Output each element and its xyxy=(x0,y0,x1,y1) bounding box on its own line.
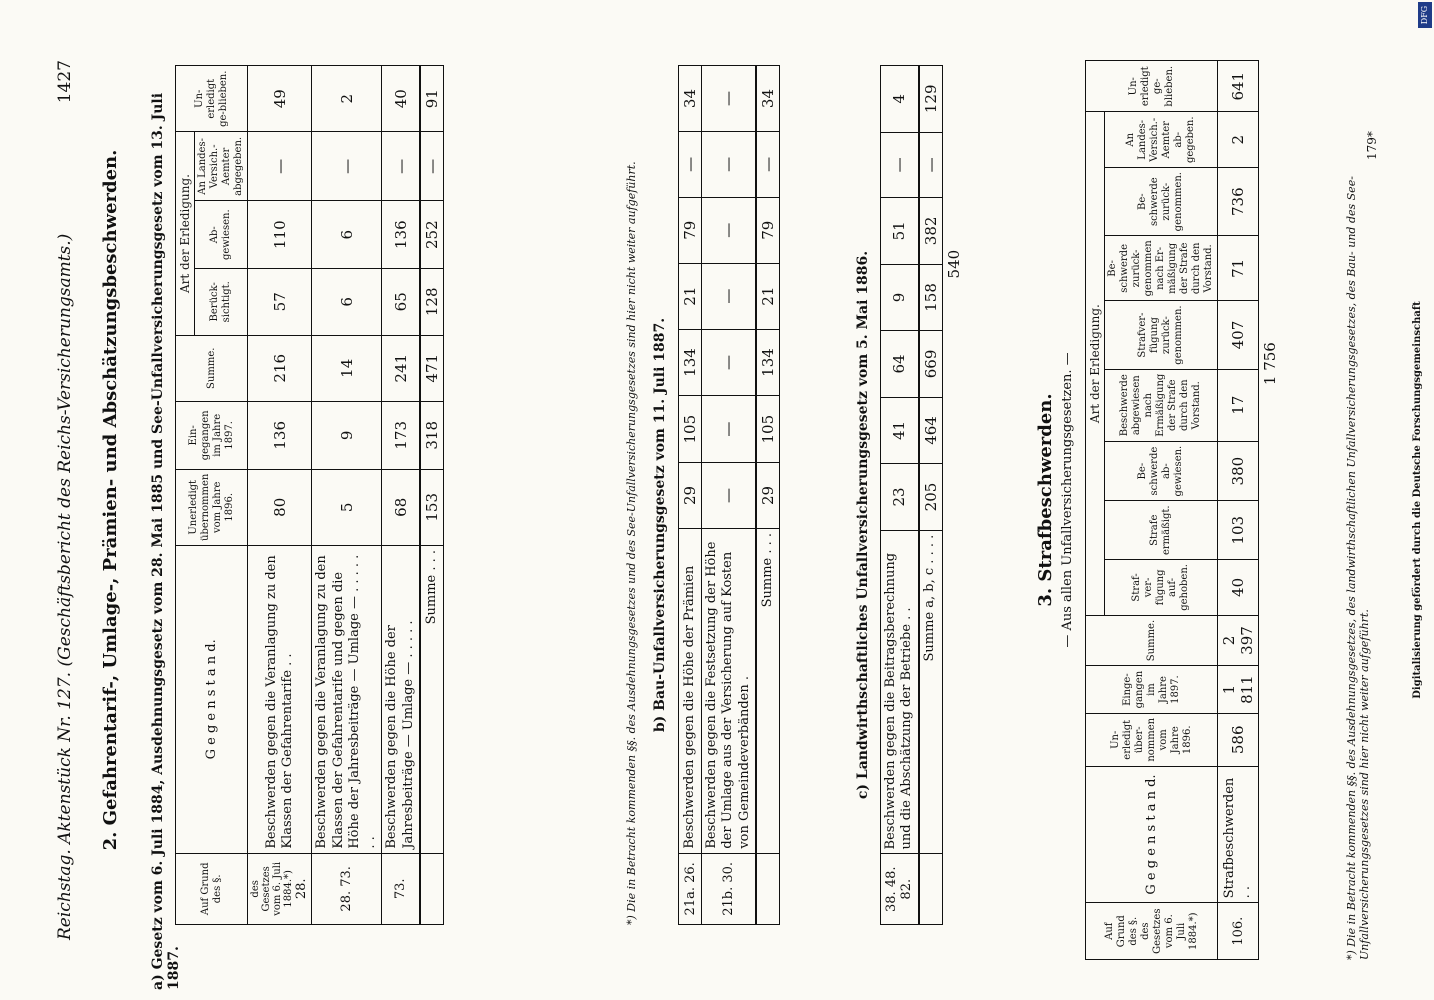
table-c xyxy=(880,65,965,925)
row-unsettled: 641 xyxy=(1218,61,1259,112)
row-sum: 64 xyxy=(881,331,919,398)
total-label: Summe . . . xyxy=(420,545,444,853)
table-row xyxy=(702,66,756,925)
row-para: 28. 73. xyxy=(312,853,382,924)
total-considered: 158 xyxy=(919,264,943,331)
total-label: Summe a, b, c . . . . xyxy=(919,530,943,854)
row-c1: 40 xyxy=(1218,560,1259,616)
row-carried: — xyxy=(702,463,756,529)
row-subject: Beschwerden gegen die Höhe der Prämien xyxy=(679,528,702,853)
row-received: 9 xyxy=(312,402,382,470)
total-rejected: 252 xyxy=(420,201,444,269)
row-subject: Beschwerden gegen die Beitragsberechnung und die Abschätzung der Betriebe . . xyxy=(881,530,919,854)
row-sum: 134 xyxy=(679,329,702,396)
row-para: 21a. 26. xyxy=(679,853,702,924)
row-rejected: 6 xyxy=(312,201,382,269)
total-unsettled: 34 xyxy=(756,66,780,132)
combined-row xyxy=(942,66,965,925)
col-c2: Strafe ermäßigt. xyxy=(1105,501,1218,560)
col-paragraph: Auf Grund des §. xyxy=(176,853,248,924)
col-considered: Berück-sichtigt. xyxy=(195,269,248,335)
total-sum: 471 xyxy=(420,335,444,401)
col-sum: Summe. xyxy=(1086,615,1218,666)
row-sum: — xyxy=(702,329,756,396)
digitization-note: Digitalisierung gefördert durch die Deutsche Forschungsgemeinschaft xyxy=(1412,301,1423,699)
table-row xyxy=(248,66,312,925)
col-carried: Un-erledigt über-nommen vom Jahre 1896. xyxy=(1086,713,1218,766)
col-paragraph: Auf Grund des §. des Gesetzes vom 6. Juli 1884.*) xyxy=(1086,903,1218,960)
total-received: 105 xyxy=(756,396,780,463)
col-rejected: Ab-gewiesen. xyxy=(195,201,248,269)
row-c2: 103 xyxy=(1218,501,1259,560)
row-sum: 14 xyxy=(312,335,382,401)
table-row xyxy=(679,66,702,925)
row-rejected: 51 xyxy=(881,198,919,265)
total-sum: 669 xyxy=(919,331,943,398)
law-note: des Gesetzes vom 6. Juli 1884.*) xyxy=(250,861,295,916)
row-carried: 80 xyxy=(248,469,312,545)
col-c5: Strafver-fügung zurück-genommen. xyxy=(1105,301,1218,369)
row-c8: 2 xyxy=(1218,112,1259,168)
row-to-offices: — xyxy=(248,132,312,201)
total-rejected: 79 xyxy=(756,197,780,263)
row-carried: 5 xyxy=(312,469,382,545)
row-sum: 216 xyxy=(248,335,312,401)
footnote-3: *) Die in Betracht kommenden §§. des Ausdehnungsgesetzes, des landwirthschaftlichen Unfallversicherungsgesetzes, des Bau- und des See-Unfallversicherungsgesetzes sind hier nicht weiter aufgeführt. xyxy=(1345,176,1371,960)
row-received: 1 811 xyxy=(1218,666,1259,714)
row-received: 41 xyxy=(881,397,919,464)
table-row xyxy=(881,66,919,925)
row-c7: 736 xyxy=(1218,168,1259,236)
row-unsettled: 34 xyxy=(679,66,702,132)
page-header xyxy=(50,60,80,940)
row-received: 105 xyxy=(679,396,702,463)
footnote-a: *) Die in Betracht kommenden §§. des Ausdehnungsgesetzes und des See-Unfallversicherungsgesetzes sind hier nicht weiter aufgeführt. xyxy=(625,161,638,925)
row-rejected: 136 xyxy=(382,201,420,269)
row-carried: 68 xyxy=(382,469,420,545)
dfg-logo: DFG xyxy=(1418,2,1432,28)
row-para: 106. xyxy=(1218,903,1259,960)
col-c8: An Landes-Versich.-Aemter ab-gegeben. xyxy=(1105,112,1218,168)
col-sum: Summe. xyxy=(176,335,248,401)
row-unsettled: 2 xyxy=(312,66,382,132)
total-considered: 128 xyxy=(420,269,444,335)
signature-mark: 179* xyxy=(1365,131,1379,160)
row-carried: 29 xyxy=(679,463,702,529)
row-c4: 17 xyxy=(1218,369,1259,441)
combined-row xyxy=(1259,61,1282,960)
total-row xyxy=(756,66,780,925)
page-number: 1427 xyxy=(55,60,75,104)
row-received: — xyxy=(702,396,756,463)
row-received: 136 xyxy=(248,402,312,470)
col-carried: Unerledigt übernommen vom Jahre 1896. xyxy=(176,469,248,545)
total-carried: 205 xyxy=(919,464,943,531)
row-to-offices: — xyxy=(382,132,420,201)
row-received: 173 xyxy=(382,402,420,470)
combined-total: 1 756 xyxy=(1259,112,1282,615)
total-sum: 134 xyxy=(756,329,780,396)
row-para: 73. xyxy=(382,853,420,924)
row-subject: Beschwerden gegen die Veranlagung zu den Klassen der Gefahrentarife und gegen die Höhe der Jahresbeiträge — Umlage — . . . . . . . xyxy=(312,545,382,853)
row-subject: Strafbeschwerden . . xyxy=(1218,766,1259,903)
total-carried: 29 xyxy=(756,463,780,529)
row-to-offices: — xyxy=(312,132,382,201)
row-c5: 407 xyxy=(1218,301,1259,369)
row-carried: 586 xyxy=(1218,713,1259,766)
total-row xyxy=(420,66,444,925)
row-unsettled: 49 xyxy=(248,66,312,132)
row-unsettled: — xyxy=(702,66,756,132)
subsection-c-heading: c) Landwirthschaftliches Unfallversicherungsgesetz vom 5. Mai 1886. xyxy=(855,250,871,800)
section-2-heading: 2. Gefahrentarif-, Umlage-, Prämien- und Abschätzungsbeschwerden. xyxy=(100,149,121,851)
row-carried: 23 xyxy=(881,464,919,531)
row-considered: — xyxy=(702,263,756,329)
row-to-offices: — xyxy=(702,132,756,198)
row-considered: 9 xyxy=(881,264,919,331)
row-considered: 6 xyxy=(312,269,382,335)
total-rejected: 382 xyxy=(919,198,943,265)
table-row xyxy=(382,66,420,925)
total-received: 318 xyxy=(420,402,444,470)
row-considered: 65 xyxy=(382,269,420,335)
row-rejected: 79 xyxy=(679,197,702,263)
header-title: Reichstag. Aktenstück Nr. 127. (Geschäftsbericht des Reichs-Versicherungsamts.) xyxy=(55,233,75,940)
total-row xyxy=(919,66,943,925)
table-b xyxy=(678,65,780,925)
total-carried: 153 xyxy=(420,469,444,545)
col-received: Ein-gegangen im Jahre 1897. xyxy=(176,402,248,470)
row-unsettled: 40 xyxy=(382,66,420,132)
row-subject: Beschwerden gegen die Höhe der Jahresbeiträge — Umlage — . . . . . xyxy=(382,545,420,853)
col-c1: Straf-ver-fügung auf-gehoben. xyxy=(1105,560,1218,616)
row-para: 21b. 30. xyxy=(702,853,756,924)
table-a xyxy=(175,65,444,925)
total-label: Summe . . . xyxy=(756,528,780,853)
total-to-offices: — xyxy=(420,132,444,201)
total-to-offices: — xyxy=(756,132,780,198)
total-considered: 21 xyxy=(756,263,780,329)
row-para: 28. xyxy=(294,878,310,900)
subsection-b-heading: b) Bau-Unfallversicherungsgesetz vom 11. Juli 1887. xyxy=(652,317,668,733)
col-received: Einge-gangen im Jahre 1897. xyxy=(1086,666,1218,714)
row-considered: 21 xyxy=(679,263,702,329)
col-c6: Be-schwerde zurück-genommen nach Er-mäßigung der Strafe durch den Vorstand. xyxy=(1105,236,1218,301)
row-to-offices: — xyxy=(679,132,702,198)
row-para: 38. 48. 82. xyxy=(881,854,919,925)
row-c3: 380 xyxy=(1218,441,1259,501)
subsection-a-heading: a) Gesetz vom 6. Juli 1884, Ausdehnungsgesetz vom 28. Mai 1885 und See-Unfallversicherungsgesetz vom 13. Juli 1887. xyxy=(150,92,182,990)
row-subject: Beschwerden gegen die Veranlagung zu den Klassen der Gefahrentarife . . xyxy=(248,545,312,853)
section-3-heading: 3. Strafbeschwerden. xyxy=(1035,393,1056,607)
col-subject: G e g e n s t a n d. xyxy=(176,545,248,853)
row-considered: 57 xyxy=(248,269,312,335)
total-unsettled: 129 xyxy=(919,66,943,133)
row-rejected: — xyxy=(702,197,756,263)
table-row xyxy=(312,66,382,925)
col-unsettled: Un-erledigt ge-blieben. xyxy=(176,66,248,132)
table-3 xyxy=(1085,60,1281,960)
row-sum: 2 397 xyxy=(1218,615,1259,666)
col-settlement: Art der Erledigung. xyxy=(176,132,195,335)
total-received: 464 xyxy=(919,397,943,464)
col-unsettled: Un-erledigt ge-blieben. xyxy=(1086,61,1218,112)
col-settlement: Art der Erledigung. xyxy=(1086,112,1105,615)
table-row xyxy=(1218,61,1259,960)
col-c4: Beschwerde abgewiesen nach Ermäßigung der Strafe durch den Vorstand. xyxy=(1105,369,1218,441)
total-unsettled: 91 xyxy=(420,66,444,132)
row-unsettled: 4 xyxy=(881,66,919,133)
row-to-offices: — xyxy=(881,132,919,197)
row-subject: Beschwerden gegen die Festsetzung der Höhe der Umlage aus der Versicherung auf Kosten von Gemeindeverbänden . xyxy=(702,528,756,853)
col-c3: Be-schwerde ab-gewiesen. xyxy=(1105,441,1218,501)
row-rejected: 110 xyxy=(248,201,312,269)
row-c6: 71 xyxy=(1218,236,1259,301)
col-to-offices: An Landes-Versich.-Aemter abgegeben. xyxy=(195,132,248,201)
row-sum: 241 xyxy=(382,335,420,401)
section-3-subheading: — Aus allen Unfallversicherungsgesetzen. — xyxy=(1060,352,1075,648)
combined-total: 540 xyxy=(942,198,965,331)
total-to-offices: — xyxy=(919,132,943,197)
col-subject: G e g e n s t a n d. xyxy=(1086,766,1218,903)
col-c7: Be-schwerde zurück-genommen. xyxy=(1105,168,1218,236)
